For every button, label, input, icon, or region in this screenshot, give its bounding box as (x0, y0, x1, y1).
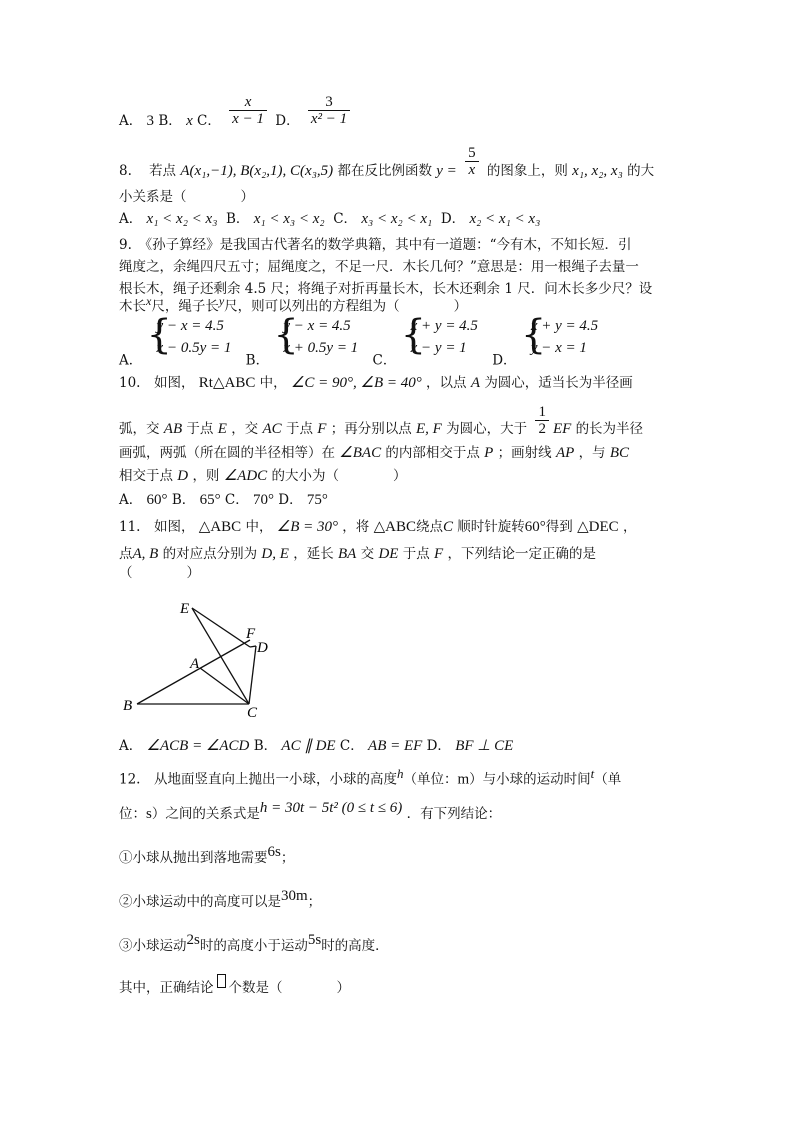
q10-option-a: 60° (146, 492, 168, 508)
segment-BF (137, 640, 250, 704)
q7-option-d-label: D． (275, 113, 300, 129)
segment-FD (250, 646, 256, 647)
q11-options: A． ∠ACB = ∠ACD B． AC ∥ DE C． AB = EF D． BF ⊥ CE (119, 738, 514, 754)
q10-line3: 画弧，两弧（所在圆的半径相等）在 ∠BAC 的内部相交于点 P ；画射线 AP ，与 BC (119, 445, 630, 461)
q12-conclusion-1: ①小球从抛出到落地需要6s； (119, 844, 295, 866)
q9-line3: 根长木，绳子还剩余 4.5 尺；将绳子对折再量长木，长木还剩余 1 尺．问木长多少尺？设 (119, 281, 653, 297)
q8-stem: 8. 若点 A(x₁,−1), B(x₂,1), C(x₃,5) 都在反比例函数 y = $\frac{5}{x}$ 的图象上，则 x₁, x₂, x₃ 的大 (119, 145, 655, 179)
q8-option-c: x₃ < x₂ < x₁ (361, 211, 433, 227)
q11-option-c: AB = EF (368, 738, 423, 754)
q10-option-c: 70° (253, 492, 274, 508)
label-A: A (190, 656, 200, 672)
q9-options: A． { y − x = 4.5 x − 0.5y = 1 B． { y − x = 4.5 x + 0.5y = 1 C． { x + y = 4.5 x − y = 1 D． { x + y = 4.5 y − x = 1 (119, 312, 599, 369)
q8-options: A． x₁ < x₂ < x₃ B． x₁ < x₃ < x₂ C． x₃ < x₂ < x₁ D． x₂ < x₁ < x₃ (119, 211, 541, 227)
segment-DC (249, 646, 256, 704)
q11-figure (118, 596, 278, 720)
q11-option-b: AC ∥ DE (281, 738, 336, 754)
segment-EF (192, 608, 250, 647)
q9-line4: 木长$^x$尺，绳子长$^y$尺，则可以列出的方程组为（ ） (119, 294, 468, 315)
q11-option-a: ∠ACB = ∠ACD (146, 738, 250, 754)
q12-final: 其中，正确结论 个数是（ ） (119, 974, 350, 997)
q12-equation: h = 30t − 5t² (0 ≤ t ≤ 6) (259, 800, 403, 816)
q11-line3: （ ） (119, 565, 200, 581)
q9-option-d: { x + y = 4.5 y − x = 1 (520, 312, 599, 358)
q7-option-a-label: A． (119, 113, 143, 129)
q11-option-d: BF ⊥ CE (455, 738, 514, 754)
q10-option-b: 65° (199, 492, 221, 508)
q10-line1: 10. 如图， Rt△ABC 中， ∠C = 90°, ∠B = 40° ，以点 A 为圆心，适当长为半径画 (119, 375, 633, 391)
q8-function: y = (436, 163, 457, 179)
q11-line1: 11. 如图， △ABC 中， ∠B = 30° ，将 △ABC绕点C 顺时针旋转60°得到 △DEC ， (119, 519, 637, 535)
q8-stem-line2: 小关系是（ ） (119, 189, 254, 205)
q12-conclusion-3: ③小球运动2s时的高度小于运动5s时的高度． (119, 932, 389, 954)
q7-option-c-label: C． (197, 113, 221, 129)
missing-glyph-box (217, 974, 226, 988)
q8-points: A(x₁,−1), B(x₂,1), C(x₃,5) (180, 163, 334, 179)
q7-option-b-label: B． (158, 113, 182, 129)
q9-line2: 绳度之，余绳四尺五寸；屈绳度之，不足一尺．木长几何？”意思是：用一根绳子去量一 (119, 259, 639, 275)
q11-line2: 点A, B 的对应点分别为 D, E ，延长 BA 交 DE 于点 F ，下列结论一定正确的是 (119, 546, 596, 562)
q9-option-c: { x + y = 4.5 x − y = 1 (400, 312, 478, 358)
segment-AC (200, 668, 249, 704)
q7-option-c: $\frac{x}{x - 1}$ (229, 94, 267, 127)
q8-option-d: x₂ < x₁ < x₃ (469, 211, 541, 227)
q10-option-d: 75° (306, 492, 328, 508)
q7-option-b: x (186, 113, 193, 129)
label-F: F (246, 626, 256, 642)
q12-conclusion-2: ②小球运动中的高度可以是30m； (119, 888, 322, 910)
q9-line1: 9. 《孙子算经》是我国古代著名的数学典籍，其中有一道题：“今有木，不知长短．引 (119, 237, 632, 253)
q7-options (119, 94, 354, 130)
q7-option-a: 3 (146, 113, 155, 129)
q10-options: A． 60° B． 65° C． 70° D． 75° (119, 492, 328, 508)
q10-line2: 弧，交 AB 于点 E ，交 AC 于点 F ；再分别以点 E, F 为圆心，大于 $\frac{1}{2}$ EF 的长为半径 (119, 404, 644, 437)
label-D: D (257, 640, 268, 656)
label-E: E (180, 601, 190, 617)
q8-option-b: x₁ < x₃ < x₂ (253, 211, 325, 227)
q7-option-d: $\frac{3}{\text{x² − 1}}$ (308, 94, 350, 127)
q10-line4: 相交于点 D ，则 ∠ADC 的大小为（ ） (119, 468, 407, 484)
q9-option-b: { y − x = 4.5 x + 0.5y = 1 (273, 312, 359, 358)
label-C: C (247, 705, 258, 720)
q8-option-a: x₁ < x₂ < x₃ (146, 211, 218, 227)
label-B: B (123, 698, 133, 714)
q12-line1: 12. 从地面竖直向上抛出一小球，小球的高度$^h$（单位：m）与小球的运动时间$^t$（单 (119, 766, 622, 788)
q12-line2: 位：s）之间的关系式是h = 30t − 5t² (0 ≤ t ≤ 6) ．有下列结论： (119, 800, 502, 822)
q9-option-a: { y − x = 4.5 x − 0.5y = 1 (146, 312, 232, 358)
